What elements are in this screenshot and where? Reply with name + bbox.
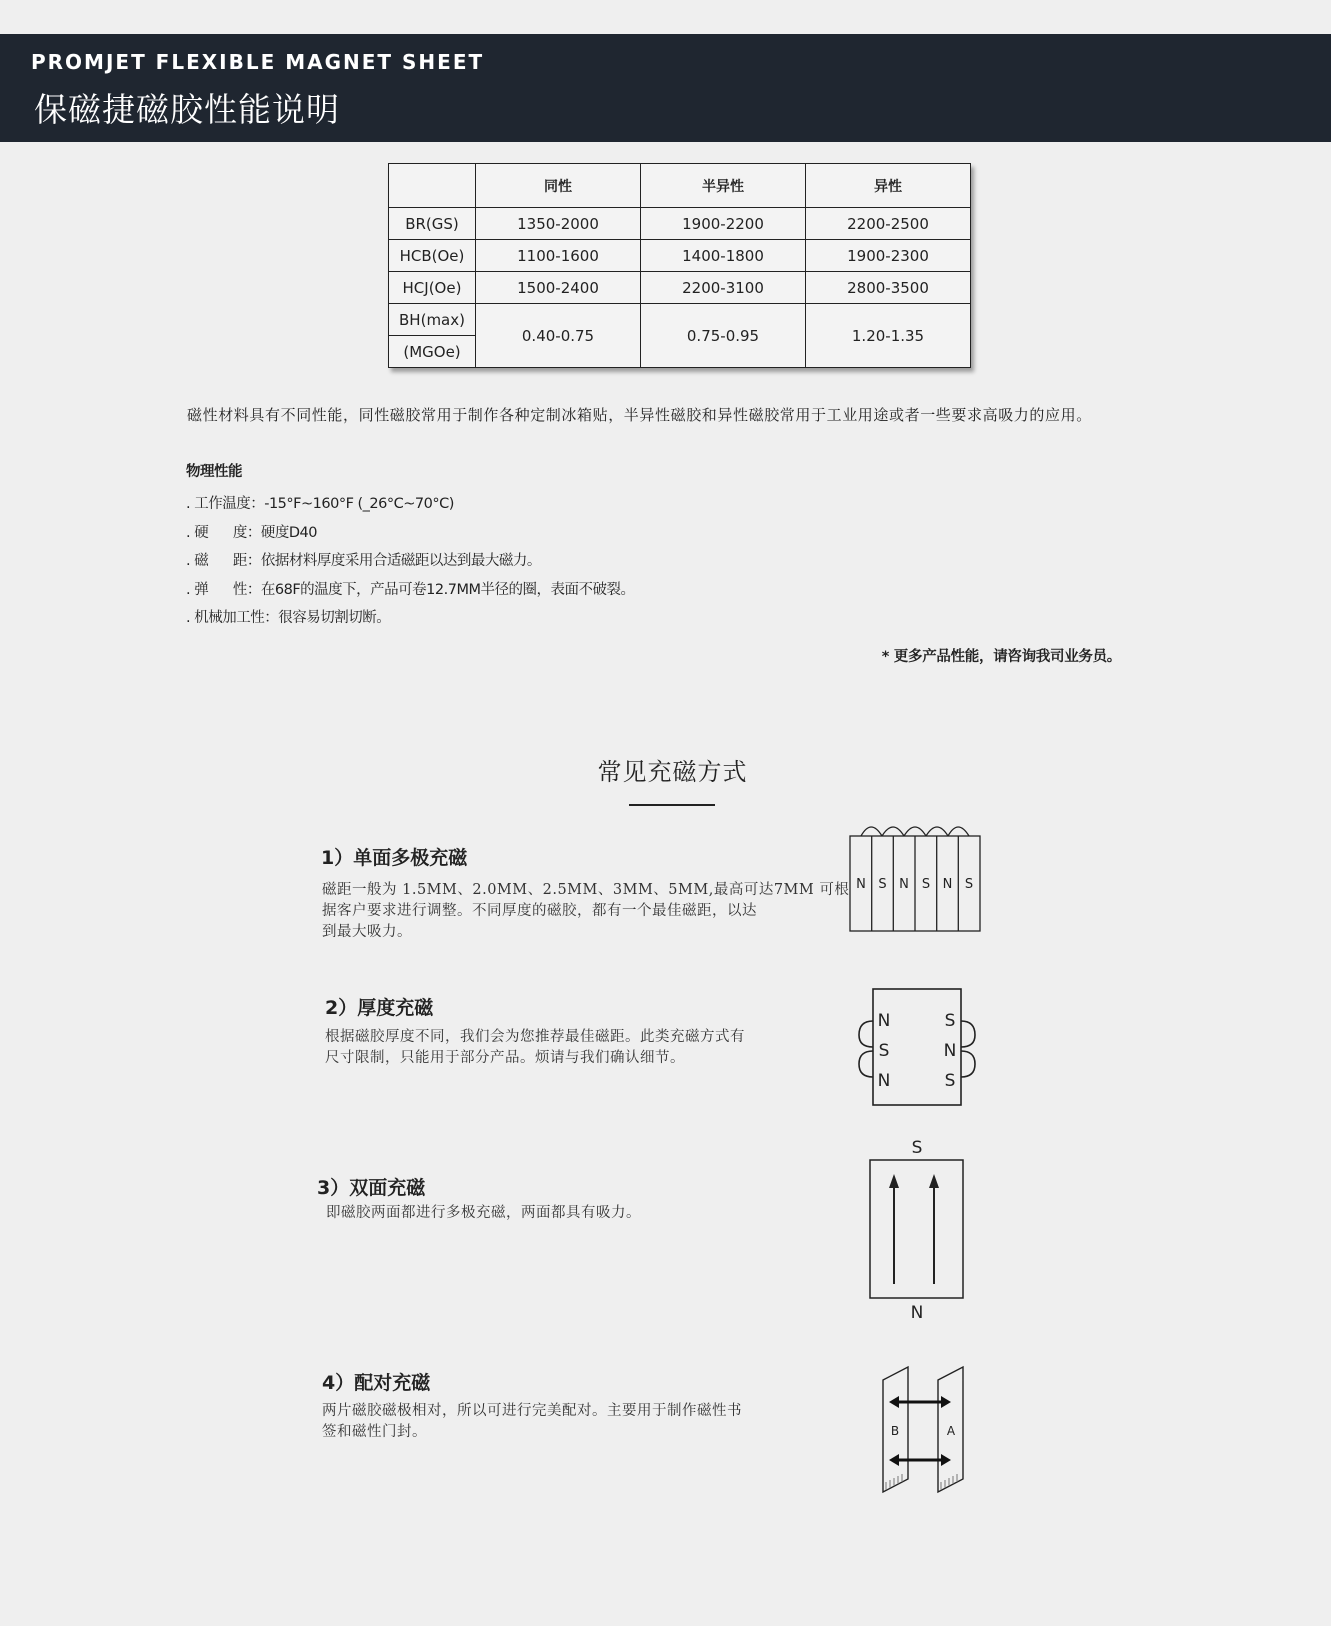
row-label: HCJ(Oe)	[389, 272, 476, 304]
pole-label: N	[942, 877, 953, 892]
table-corner-cell	[389, 164, 476, 208]
performance-table	[388, 163, 971, 368]
property-item: . 机械加工性：很容易切割切断。	[186, 610, 391, 626]
desc-line: 即磁胶两面都进行多极充磁，两面都具有吸力。	[326, 1205, 641, 1221]
method-title: 4）配对充磁	[322, 1372, 431, 1394]
more-info-note: * 更多产品性能，请咨询我司业务员。	[881, 649, 1121, 665]
method-desc	[326, 1203, 641, 1224]
row-label: BR(GS)	[389, 208, 476, 240]
pole-label: S	[921, 877, 931, 892]
pole-label: N	[856, 877, 866, 892]
desc-line: 据客户要求进行调整。不同厚度的磁胶，都有一个最佳磁距，以达	[322, 903, 757, 919]
table-cell: 1.20-1.35	[806, 304, 971, 368]
desc-line: 磁距一般为 1.5MM、2.0MM、2.5MM、3MM、5MM,最高可达7MM 可根	[322, 882, 850, 898]
method-title: 1）单面多极充磁	[321, 847, 468, 869]
multipole-diagram	[845, 820, 985, 935]
method-desc	[322, 880, 849, 943]
table-cell: 1350-2000	[476, 208, 641, 240]
table-cell: 1400-1800	[641, 240, 806, 272]
table-row	[389, 208, 971, 240]
table-cell: 1900-2300	[806, 240, 971, 272]
table-cell: 2200-2500	[806, 208, 971, 240]
section-title: 常见充磁方式	[597, 758, 748, 786]
thickness-diagram	[855, 985, 985, 1110]
pole-label: B	[890, 1424, 900, 1438]
pole-label: S	[911, 1138, 923, 1158]
table-row	[389, 240, 971, 272]
page-header	[0, 34, 1331, 142]
pole-label: S	[964, 877, 974, 892]
table-col-header: 半异性	[641, 164, 806, 208]
table-cell: 1500-2400	[476, 272, 641, 304]
desc-line: 根据磁胶厚度不同，我们会为您推荐最佳磁距。此类充磁方式有	[325, 1029, 745, 1045]
method-title: 3）双面充磁	[317, 1177, 426, 1199]
method-desc	[322, 1401, 742, 1443]
paired-diagram	[875, 1362, 975, 1497]
row-label: (MGOe)	[389, 336, 476, 368]
property-item: . 工作温度：-15°F~160°F (_26°C~70°C)	[186, 496, 454, 512]
physical-title: 物理性能	[186, 464, 242, 480]
table-col-header: 异性	[806, 164, 971, 208]
desc-line: 尺寸限制，只能用于部分产品。烦请与我们确认细节。	[325, 1050, 685, 1066]
row-label: BH(max)	[389, 304, 476, 336]
table-col-header: 同性	[476, 164, 641, 208]
table-row	[389, 272, 971, 304]
desc-line: 到最大吸力。	[322, 924, 412, 940]
intro-paragraph: 磁性材料具有不同性能，同性磁胶常用于制作各种定制冰箱贴，半异性磁胶和异性磁胶常用于工业用途或者一些要求高吸力的应用。	[187, 406, 1092, 424]
table-cell: 2200-3100	[641, 272, 806, 304]
pole-label: N	[910, 1303, 924, 1323]
header-title-en: PROMJET FLEXIBLE MAGNET SHEET	[31, 50, 485, 74]
table-row	[389, 304, 971, 336]
pole-label: S	[878, 877, 887, 892]
desc-line: 两片磁胶磁极相对，所以可进行完美配对。主要用于制作磁性书	[322, 1403, 742, 1419]
pole-label: N	[877, 1071, 891, 1091]
table-cell: 1100-1600	[476, 240, 641, 272]
header-title-zh: 保磁捷磁胶性能说明	[34, 90, 340, 129]
pole-label: N	[899, 877, 909, 892]
table-cell: 2800-3500	[806, 272, 971, 304]
row-label: HCB(Oe)	[389, 240, 476, 272]
property-item: . 硬 度：硬度D40	[186, 524, 317, 541]
table-cell: 1900-2200	[641, 208, 806, 240]
desc-line: 签和磁性门封。	[322, 1424, 427, 1440]
property-item: . 磁 距：依据材料厚度采用合适磁距以达到最大磁力。	[186, 553, 541, 569]
section-divider	[629, 804, 715, 806]
table-cell: 0.40-0.75	[476, 304, 641, 368]
property-item: . 弹 性：在68F的温度下，产品可卷12.7MM半径的圈，表面不破裂。	[186, 581, 635, 598]
method-desc	[325, 1027, 745, 1069]
physical-properties	[186, 460, 634, 633]
pole-label: S	[944, 1011, 956, 1031]
double-sided-diagram	[862, 1134, 972, 1324]
pole-label: N	[943, 1041, 957, 1061]
table-header-row	[389, 164, 971, 208]
pole-label: N	[877, 1011, 891, 1031]
pole-label: S	[878, 1041, 890, 1061]
table-cell: 0.75-0.95	[641, 304, 806, 368]
pole-label: A	[946, 1424, 956, 1438]
pole-label: S	[944, 1071, 956, 1091]
method-title: 2）厚度充磁	[325, 997, 434, 1019]
